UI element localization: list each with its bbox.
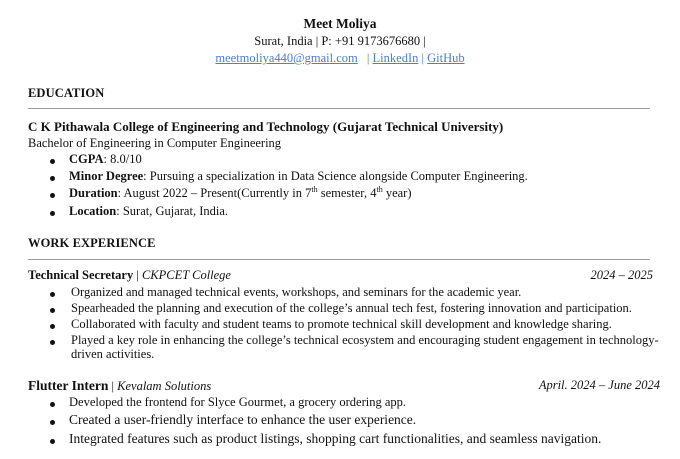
edu-item-value: semester, 4 [317,186,377,200]
candidate-name: Meet Moliya [303,16,377,31]
bullet-icon [50,292,55,297]
job-role: Technical Secretary [28,268,134,282]
superscript: th [376,184,383,194]
github-link[interactable]: GitHub [427,51,465,65]
superscript: th [311,184,318,194]
edu-item-value: : Surat, Gujarat, India. [116,204,229,218]
contact-line: Surat, India | P: +91 9173676680 | [254,34,426,48]
bullet-icon [50,402,55,407]
job-title-line [28,378,211,394]
edu-item-location [69,204,228,219]
link-separator: | [421,51,424,65]
link-separator: | [366,51,370,65]
job-separator: | [108,379,118,393]
job-separator: | [133,268,142,282]
edu-item-label: Duration [69,186,118,200]
section-divider [28,259,650,260]
edu-item-value: year) [382,186,412,200]
edu-item-label: CGPA [69,152,104,166]
job-title-line [28,268,231,283]
email-link[interactable]: meetmoliya440@gmail.com [215,51,358,65]
bullet-icon [50,159,55,164]
edu-item-cgpa [69,152,142,167]
degree: Bachelor of Engineering in Computer Engineering [28,136,282,150]
section-divider [28,108,650,109]
edu-item-duration [69,186,412,201]
job-dates: April. 2024 – June 2024 [538,378,660,392]
job-org: Kevalam Solutions [117,379,212,393]
edu-item-label: Minor Degree [69,169,144,183]
job-bullet: Played a key role in enhancing the college’s technical ecosystem and encouraging student engagement in technology- [71,333,659,347]
bullet-icon [50,308,55,313]
linkedin-link[interactable]: LinkedIn [372,51,419,65]
edu-item-value: : Pursuing a specialization in Data Science alongside Computer Engineering. [143,169,528,183]
job-dates: 2024 – 2025 [590,268,653,282]
education-heading: EDUCATION [28,86,105,100]
job-bullet: Collaborated with faculty and student teams to promote technical skill development and knowledge sharing. [71,317,612,331]
links-line [0,51,680,66]
job-bullet: Organized and managed technical events, workshops, and seminars for the academic year. [71,285,522,299]
job-org: CKPCET College [141,268,231,282]
job-bullet: Spearheaded the planning and execution of the college’s annual tech fest, fostering innovation and participation. [71,301,632,315]
job-bullet: Created a user-friendly interface to enhance the user experience. [69,412,417,427]
bullet-icon [50,420,55,425]
job-bullet-continued: driven activities. [71,347,155,361]
bullet-icon [50,439,55,444]
edu-item-label: Location [69,204,117,218]
bullet-icon [50,211,55,216]
bullet-icon [50,324,55,329]
edu-item-value: : August 2022 – Present(Currently in 7 [117,186,312,200]
work-heading: WORK EXPERIENCE [28,236,156,250]
bullet-icon [50,176,55,181]
edu-item-value: : 8.0/10 [103,152,142,166]
edu-item-minor [69,169,528,184]
job-role: Flutter Intern [28,378,109,393]
college-name: C K Pithawala College of Engineering and Technology (Gujarat Technical University) [28,119,504,134]
job-bullet: Developed the frontend for Slyce Gourmet, a grocery ordering app. [69,395,407,409]
bullet-icon [50,340,55,345]
job-bullet: Integrated features such as product listings, shopping cart functionalities, and seamless navigation. [69,431,602,446]
bullet-icon [50,193,55,198]
